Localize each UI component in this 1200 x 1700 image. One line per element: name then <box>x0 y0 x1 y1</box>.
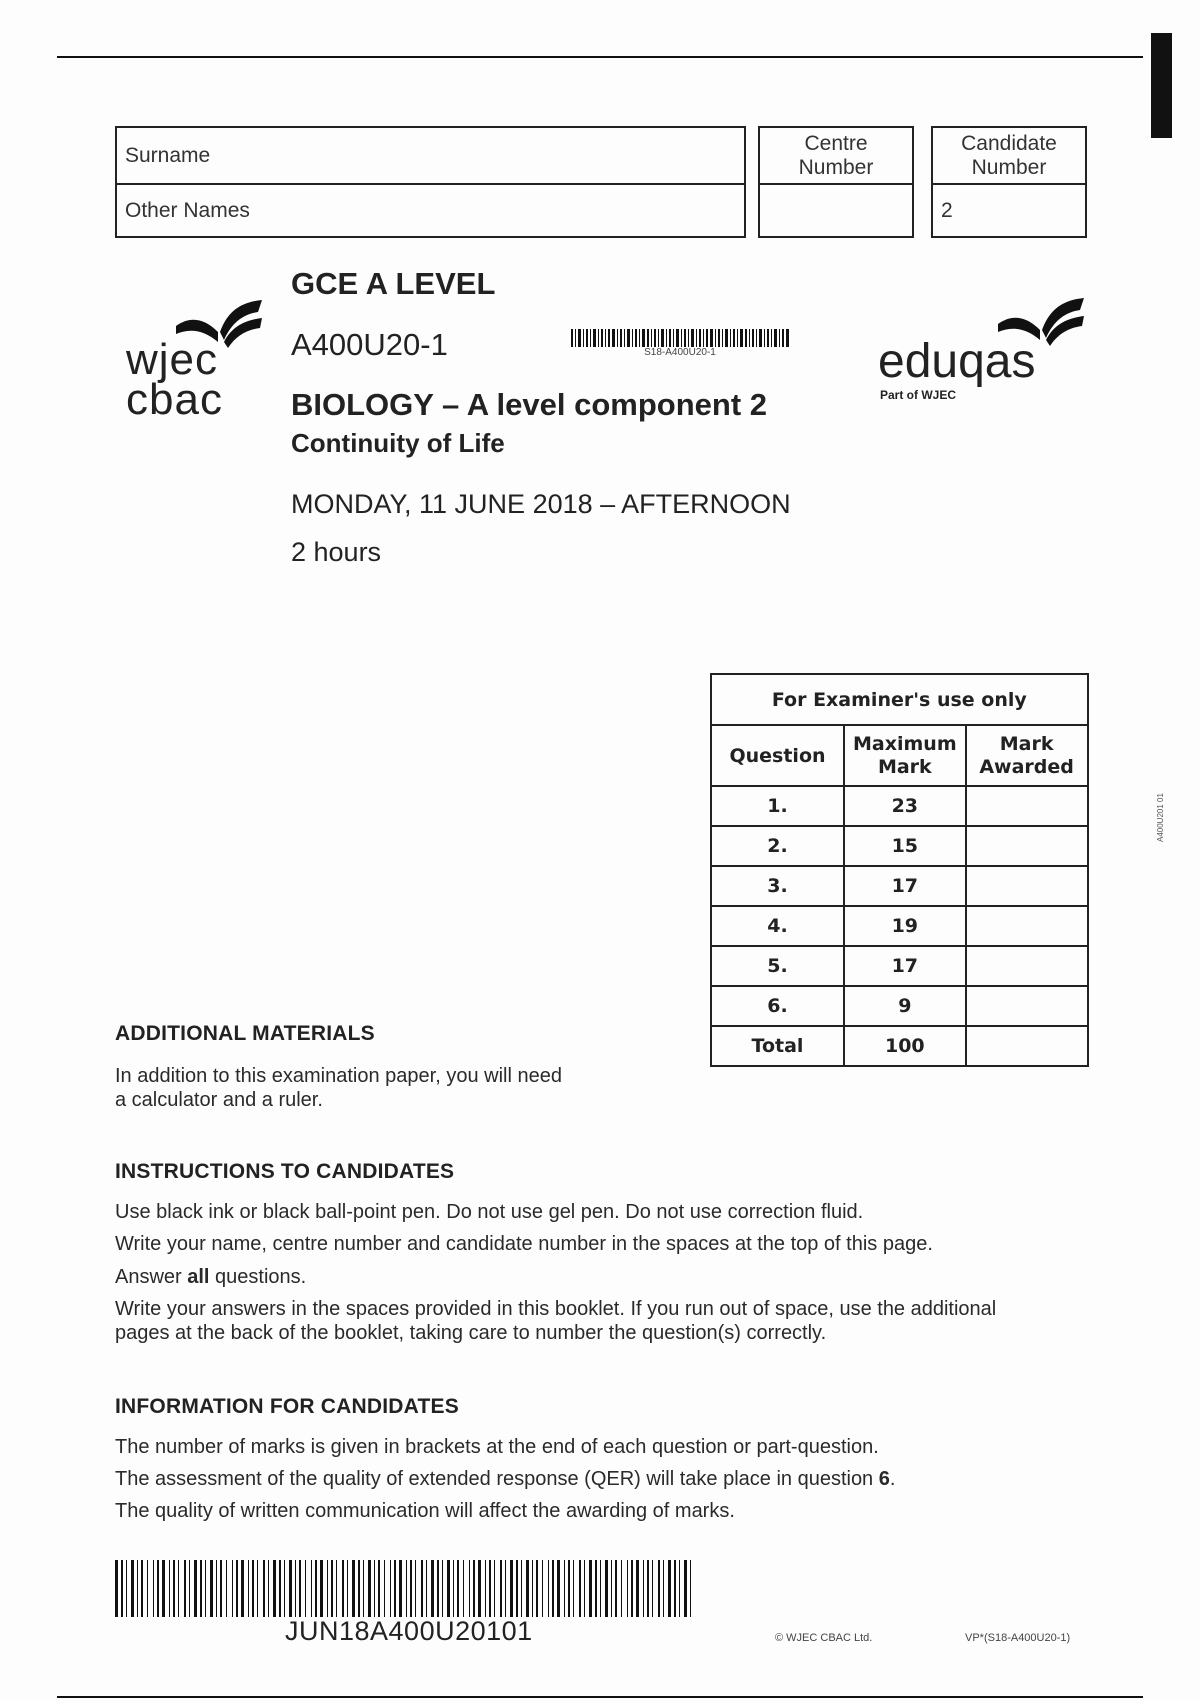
small-barcode-label: S18-A400U20-1 <box>644 347 716 358</box>
eduqas-logo <box>878 296 1078 406</box>
mark-awarded-cell[interactable] <box>966 866 1088 906</box>
instruction-line <box>115 1265 306 1289</box>
mark-awarded-cell[interactable] <box>966 986 1088 1026</box>
copyright: © WJEC CBAC Ltd. <box>775 1632 873 1644</box>
candidate-number-field[interactable] <box>931 183 1087 238</box>
side-code: A400U201 01 <box>1156 793 1165 842</box>
mark-awarded-cell[interactable] <box>966 826 1088 866</box>
question-number: 3. <box>711 866 844 906</box>
wjec-text: wjec <box>126 335 219 384</box>
table-row <box>711 826 1088 866</box>
wjec-logo <box>126 298 266 428</box>
document-reference: VP*(S18-A400U20-1) <box>965 1632 1071 1644</box>
centre-number-header <box>758 126 914 185</box>
exam-subject: BIOLOGY – A level component 2 <box>291 387 768 422</box>
main-barcode <box>115 1560 695 1617</box>
surname-field[interactable] <box>115 126 746 185</box>
max-mark: 15 <box>844 826 966 866</box>
other-names-field[interactable] <box>115 183 746 238</box>
additional-materials-line: In addition to this examination paper, you will need <box>115 1065 562 1087</box>
col-mark-awarded: Mark Awarded <box>966 725 1088 786</box>
centre-number-label: Centre Number <box>798 131 874 179</box>
question-number: 4. <box>711 906 844 946</box>
question-number: Total <box>711 1026 844 1066</box>
top-rule <box>57 56 1143 58</box>
small-barcode <box>571 329 789 347</box>
mark-awarded-cell[interactable] <box>966 946 1088 986</box>
information-text: . <box>889 1468 896 1490</box>
mark-awarded-cell[interactable] <box>966 906 1088 946</box>
col-max-mark: Maximum Mark <box>844 725 966 786</box>
exam-date: MONDAY, 11 JUNE 2018 – AFTERNOON <box>291 489 791 519</box>
table-row <box>711 946 1088 986</box>
mark-awarded-cell[interactable] <box>966 786 1088 826</box>
instructions-heading: INSTRUCTIONS TO CANDIDATES <box>115 1160 455 1183</box>
instruction-line: Use black ink or black ball-point pen. Do not use gel pen. Do not use correction fluid. <box>115 1201 864 1223</box>
cbac-text: cbac <box>126 375 223 424</box>
information-line: The number of marks is given in brackets at the end of each question or part-question. <box>115 1436 879 1458</box>
question-number: 1. <box>711 786 844 826</box>
examiner-table <box>710 673 1089 1067</box>
question-number: 2. <box>711 826 844 866</box>
table-row <box>711 786 1088 826</box>
max-mark: 17 <box>844 866 966 906</box>
max-mark: 17 <box>844 946 966 986</box>
information-line: The quality of written communication will affect the awarding of marks. <box>115 1500 735 1522</box>
exam-code: A400U20-1 <box>291 327 448 362</box>
bottom-rule <box>57 1696 1143 1698</box>
information-emphasis: 6 <box>878 1468 890 1490</box>
instruction-text: Answer <box>115 1266 188 1288</box>
candidate-number-label: Candidate Number <box>961 131 1057 179</box>
exam-component: Continuity of Life <box>291 428 505 458</box>
instruction-line: Write your answers in the spaces provided in this booklet. If you run out of space, use the additional <box>115 1298 997 1320</box>
instruction-line: pages at the back of the booklet, taking care to number the question(s) correctly. <box>115 1322 827 1344</box>
main-barcode-label: JUN18A400U20101 <box>285 1616 533 1646</box>
mark-awarded-cell[interactable] <box>966 1026 1088 1066</box>
eduqas-subtext: Part of WJEC <box>880 388 957 402</box>
candidate-number-value: 2 <box>941 198 953 222</box>
instruction-line: Write your name, centre number and candidate number in the spaces at the top of this page. <box>115 1233 933 1255</box>
surname-label: Surname <box>125 143 211 167</box>
additional-materials-heading: ADDITIONAL MATERIALS <box>115 1022 375 1045</box>
information-line <box>115 1467 895 1491</box>
information-heading: INFORMATION FOR CANDIDATES <box>115 1395 459 1418</box>
table-row <box>711 1026 1088 1066</box>
centre-number-field[interactable] <box>758 183 914 238</box>
instruction-emphasis: all <box>187 1266 210 1288</box>
max-mark: 9 <box>844 986 966 1026</box>
max-mark: 19 <box>844 906 966 946</box>
candidate-number-header <box>931 126 1087 185</box>
col-question: Question <box>711 725 844 786</box>
additional-materials-line: a calculator and a ruler. <box>115 1089 323 1111</box>
question-number: 5. <box>711 946 844 986</box>
page-edge-tab <box>1151 33 1172 138</box>
table-row <box>711 906 1088 946</box>
eduqas-text: eduqas <box>878 335 1036 388</box>
additional-materials-text <box>115 1064 562 1112</box>
examiner-table-title: For Examiner's use only <box>711 674 1088 725</box>
other-names-label: Other Names <box>125 198 250 222</box>
max-mark: 100 <box>844 1026 966 1066</box>
exam-duration: 2 hours <box>291 537 382 567</box>
information-text: The assessment of the quality of extended response (QER) will take place in question <box>115 1468 879 1490</box>
table-row <box>711 986 1088 1026</box>
instruction-text: questions. <box>209 1266 307 1288</box>
exam-level: GCE A LEVEL <box>291 266 496 301</box>
table-row <box>711 866 1088 906</box>
question-number: 6. <box>711 986 844 1026</box>
instruction-paragraph <box>115 1297 996 1345</box>
max-mark: 23 <box>844 786 966 826</box>
